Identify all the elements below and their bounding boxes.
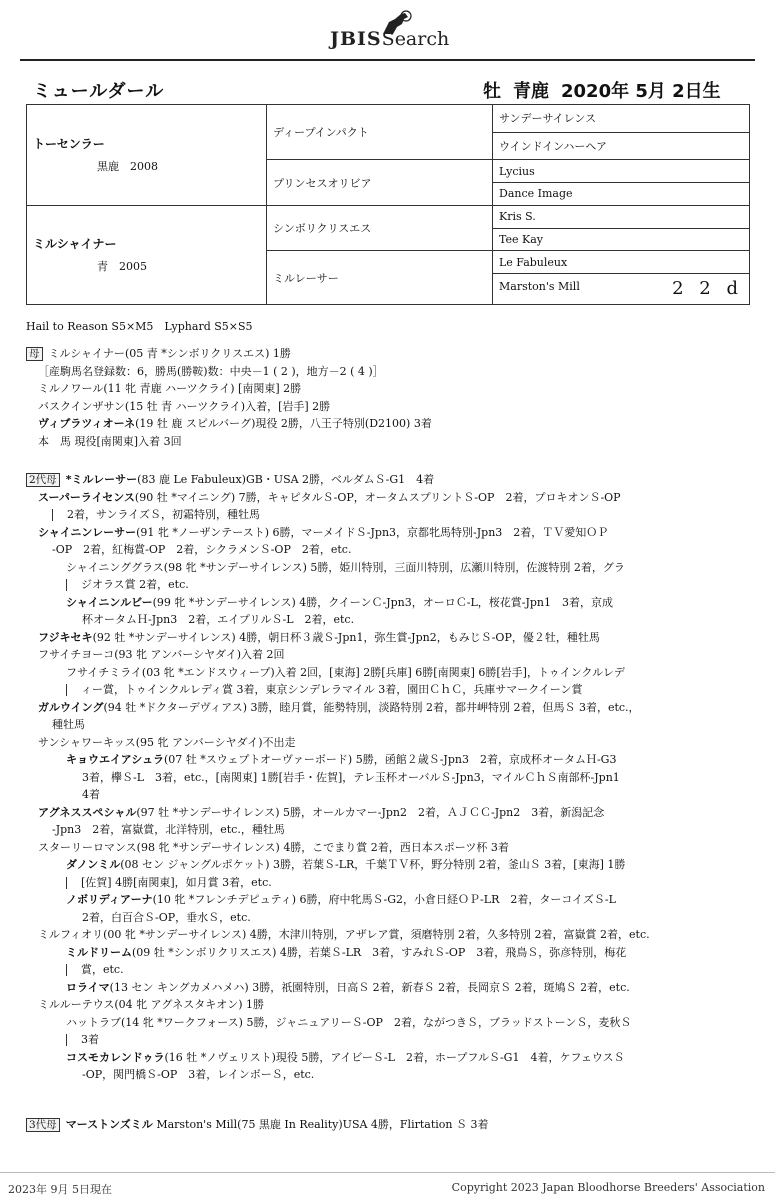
dam-color: 青 [97,260,108,274]
descendant-line [26,576,746,594]
descendant-record: (91 牝 *ノーザンテースト) 6勝，マーメイドＳ-Jpn3，京都牝馬特別-Jpn3 2着，ＴＶ愛知ＯＰ [136,525,609,539]
descendant-line [26,594,746,612]
descendant-record: スターリーロマンス(98 牝 *サンデーサイレンス) 4勝，こでまり賞 2着，西日本スポーツ杯 3着 [38,840,509,854]
descendant-record: (90 牡 *マイニング) 7勝，キャピタルＳ-OP，オータムスプリントＳ-OP 2着，プロキオンＳ-OP [134,490,621,504]
dam-produce-count: ［産駒馬名登録数：6，勝馬(勝鞍)数：中央－1 ( 2 )，地方－2 ( 4 )］ [38,364,384,378]
footer-date: 2023年 9月 5日現在 [8,1183,112,1196]
descendant-name[interactable]: アグネススペシャル [38,805,137,819]
continuation-bar [52,509,53,521]
descendant-line [26,856,746,874]
continuation-bar [66,877,67,889]
third-dam-section [26,1116,746,1134]
descendant-line [26,629,746,647]
dam-line: ミルシャイナー(05 青 *シンボリクリスエス) 1勝 [48,347,291,360]
pedigree-table [26,104,750,305]
descendant-line [26,541,746,559]
descendant-line [26,611,746,629]
horse-name: ミュールダール [33,81,165,102]
logo-text [330,28,449,50]
second-dam-section [26,471,746,1084]
descendant-record: -OP 2着，紅梅賞-OP 2着，シクラメンＳ-OP 2着，etc. [52,543,352,556]
descendant-name[interactable]: フジキセキ [38,630,93,644]
descendant-line [26,769,746,787]
descendant-line [26,716,746,734]
descendant-record: (97 牡 *サンデーサイレンス) 5勝，オールカマー-Jpn2 2着，ＡＪＣＣ-Jpn2 3着，新潟記念 [136,805,605,819]
descendant-line [26,664,746,682]
descendant-record: (07 牡 *スウェプトオーヴァーボード) 5勝，函館２歳Ｓ-Jpn3 2着，京成杯オータムＨ-G3 [164,753,617,766]
descendant-line [26,559,746,577]
dam-sire-sire-cell[interactable]: Kris S. [493,205,750,228]
descendant-line [26,1049,746,1067]
descendant-line [26,786,746,804]
descendant-record: ジオラス賞 2着，etc. [81,578,189,591]
continuation-bar [66,1034,67,1046]
continuation-bar [66,684,67,696]
second-dam-name[interactable]: *ミルレーサー [65,473,138,486]
descendant-record: 2着，白百合Ｓ-OP，垂水Ｓ，etc. [82,910,251,924]
descendant-line [26,489,746,507]
descendant-record: サンシャワーキッス(95 牝 アンバーシヤダイ)不出走 [38,735,296,749]
descendant-record: -Jpn3 2着，富嶽賞，北洋特別，etc.，種牡馬 [52,823,285,836]
descendant-line [26,804,746,822]
descendant-record: ミルルーテウス(04 牝 アグネスタキオン) 1勝 [38,998,265,1011]
sire-dam-cell[interactable]: プリンセスオリビア [267,160,493,206]
descendant-record: フサイチヨーコ(93 牝 アンバーシヤダイ)入着 2回 [38,648,285,661]
sire-year: 2008 [130,160,158,174]
descendant-record: 杯オータムＨ-Jpn3 2着，エイプリルＳ-L 2着，etc. [82,613,355,626]
descendant-record: -OP，関門橋Ｓ-OP 3着，レインボーＳ，etc. [82,1068,315,1081]
descendant-record: ィー賞，トゥインクルレディ賞 3着，東京シンデレラマイル 3着，園田ＣｈＣ，兵庫サマークイーン賞 [81,683,583,696]
descendant-record: 3着，欅Ｓ-L 3着，etc.，[南関東] 1勝[岩手・佐賀]，テレ玉杯オーバルＳ-Jpn3，マイルＣｈＳ南部杯-Jpn1 [82,770,620,784]
sire-sire-sire-cell[interactable]: サンデーサイレンス [493,105,750,133]
dam-dam-dam-name[interactable]: Marston's Mill [499,280,580,294]
descendant-record: (16 牡 *ノヴェリスト)現役 5勝，アイビーＳ-L 2着，ホープフルＳ-G1 4着，ケフェウスＳ [164,1050,625,1064]
descendant-line [26,699,746,717]
dam-section [26,345,746,450]
descendant-record: 3着 [81,1033,99,1046]
descendant-name[interactable]: コスモカレンドゥラ [66,1050,165,1064]
descendant-record: ミルフィオリ(00 牝 *サンデーサイレンス) 4勝，木津川特別，アザレア賞，須磨特別 2着，久多特別 2着，富嶽賞 2着，etc. [38,928,650,941]
footer-rule [0,1172,775,1173]
descendant-name[interactable]: スーパーライセンス [38,490,135,504]
dam-sire-dam-cell[interactable]: Tee Kay [493,228,750,251]
dam-foal-1: ミルノワール(11 牝 青鹿 ハーツクライ) [南関東] 2勝 [38,382,302,395]
horse-sex: 牡 [483,81,501,102]
descendant-record: (92 牡 *サンデーサイレンス) 4勝，朝日杯３歳Ｓ-Jpn1，弥生賞-Jpn2，もみじＳ-OP，優２牡，種牡馬 [92,630,600,644]
family-number: 2 2 d [672,278,743,300]
descendant-record: (99 牝 *サンデーサイレンス) 4勝，クイーンＣ-Jpn3，オーロＣ-L，桜花賞-Jpn1 3着，京成 [152,595,614,609]
descendant-name[interactable]: シャイニンレーサー [38,525,137,539]
dam-sire-cell[interactable]: シンボリクリスエス [267,205,493,251]
sire-sire-dam-cell[interactable]: ウインドインハーヘア [493,132,750,160]
descendant-record: [佐賀] 4勝[南関東]，如月賞 3着，etc. [81,875,272,889]
descendant-line [26,524,746,542]
descendant-record: フサイチミライ(03 牝 *エンドスウィープ)入着 2回，[東海] 2勝[兵庫] 6勝[南関東] 6勝[岩手]，トゥインクルレデ [66,665,625,679]
sire-color: 黒鹿 [97,160,119,174]
descendant-line [26,506,746,524]
dam-foal-3-name[interactable]: ヴィブラツィオーネ [38,417,136,430]
dam-cell [27,205,267,304]
sire-sire-cell[interactable]: ディープインパクト [267,105,493,160]
sire-dam-sire-cell[interactable]: Lycius [493,160,750,183]
descendant-line [26,909,746,927]
descendant-record: シャイニンググラス(98 牝 *サンデーサイレンス) 5勝，姫川特別，三面川特別，広瀬川特別，佐渡特別 2着，グラ [66,560,625,574]
descendant-record: 種牡馬 [52,718,85,731]
second-dam-text: (83 鹿 Le Fabuleux)GB・USA 2勝，ベルダムＳ-G1 4着 [137,473,435,486]
descendant-record: ハットラブ(14 牝 *ワークフォース) 5勝，ジャニュアリーＳ-OP 2着，ながつきＳ，ブラッドストーンＳ，麦秋Ｓ [66,1015,632,1029]
dam-dam-dam-cell [493,274,750,305]
descendant-record: (08 セン ジャングルポケット) 3勝，若葉Ｓ-LR，千葉ＴＶ杯，野分特別 2着，釜山Ｓ 3着，[東海] 1勝 [120,858,626,871]
horse-color: 青鹿 [513,81,549,102]
sire-dam-dam-cell[interactable]: Dance Image [493,183,750,206]
third-dam-name[interactable]: マーストンズミル [65,1118,153,1131]
descendant-name[interactable]: ガルウイング [38,700,104,714]
logo-word: Search [381,28,450,50]
dam-dam-sire-cell[interactable]: Le Fabuleux [493,251,750,274]
second-dam-lines [26,489,746,1084]
descendant-line [26,734,746,752]
descendant-line [26,891,746,909]
descendant-name[interactable]: ロライマ [66,980,110,994]
second-dam-tag: 2代母 [26,473,60,487]
descendant-name[interactable]: キョウエイアシュラ [66,753,165,766]
footer-copyright: Copyright 2023 Japan Bloodhorse Breeders' Association [451,1181,765,1194]
third-dam-text: Marston's Mill(75 黒鹿 In Reality)USA 4勝，Flirtation Ｓ 3着 [156,1118,489,1131]
descendant-line [26,996,746,1014]
descendant-record: (94 牡 *ドクターデヴィアス) 3勝，睦月賞，能勢特別，淡路特別 2着，都井岬特別 2着，但馬Ｓ 3着，etc.， [103,700,640,714]
descendant-record: (09 牡 *シンボリクリスエス) 4勝，若葉Ｓ-LR 3着，すみれＳ-OP 3着，飛鳥Ｓ，弥彦特別，梅花 [132,945,627,959]
dam-foal-self: 本 馬 現役[南関東]入着 3回 [38,434,182,448]
inbreeding-line: Hail to Reason S5×M5 Lyphard S5×S5 [26,320,253,333]
descendant-record: 賞，etc. [81,963,124,976]
horse-info [483,77,733,103]
descendant-line [26,821,746,839]
descendant-name[interactable]: シャイニンルビー [66,595,153,609]
horse-birth: 2020年 5月 2日生 [561,81,721,102]
dam-dam-cell[interactable]: ミルレーサー [267,251,493,305]
descendant-line [26,681,746,699]
sire-cell [27,105,267,206]
descendant-line [26,874,746,892]
third-dam-tag: 3代母 [26,1118,60,1132]
dam-foal-3-text: (19 牡 鹿 スピルバーグ)現役 2勝，八王子特別(D2100) 3着 [135,417,432,430]
descendant-record: 2着，サンライズＳ，初霜特別，種牡馬 [67,508,261,521]
logo-brand: JBIS [330,28,382,50]
continuation-bar [66,579,67,591]
descendant-line [26,1066,746,1084]
continuation-bar [66,964,67,976]
descendant-line [26,1014,746,1032]
sire-name[interactable]: トーセンラー [33,137,105,152]
dam-year: 2005 [119,260,147,274]
dam-name[interactable]: ミルシャイナー [33,237,117,252]
descendant-line [26,926,746,944]
descendant-line [26,979,746,997]
header-rule [20,59,755,61]
descendant-line [26,751,746,769]
descendant-record: 4着 [82,788,100,801]
jbis-search-logo[interactable] [330,10,460,54]
descendant-line [26,961,746,979]
descendant-name[interactable]: ダノンミル [66,858,121,871]
dam-tag: 母 [26,347,43,361]
descendant-name[interactable]: ミルドリーム [66,945,132,959]
descendant-line [26,944,746,962]
descendant-record: (13 セン キングカメハメハ) 3勝，祇園特別，日高Ｓ 2着，新春Ｓ 2着，長岡京Ｓ 2着，斑鳩Ｓ 2着，etc. [109,980,630,994]
descendant-line [26,1031,746,1049]
descendant-record: (10 牝 *フレンチデピュティ) 6勝，府中牝馬Ｓ-G2，小倉日経ＯＰ-LR 2着，ターコイズＳ-L [152,893,616,906]
dam-foal-2: バスクインザサン(15 牡 青 ハーツクライ)入着，[岩手] 2勝 [38,399,331,413]
descendant-line [26,646,746,664]
descendant-line [26,839,746,857]
descendant-name[interactable]: ノボリディアーナ [66,893,153,906]
